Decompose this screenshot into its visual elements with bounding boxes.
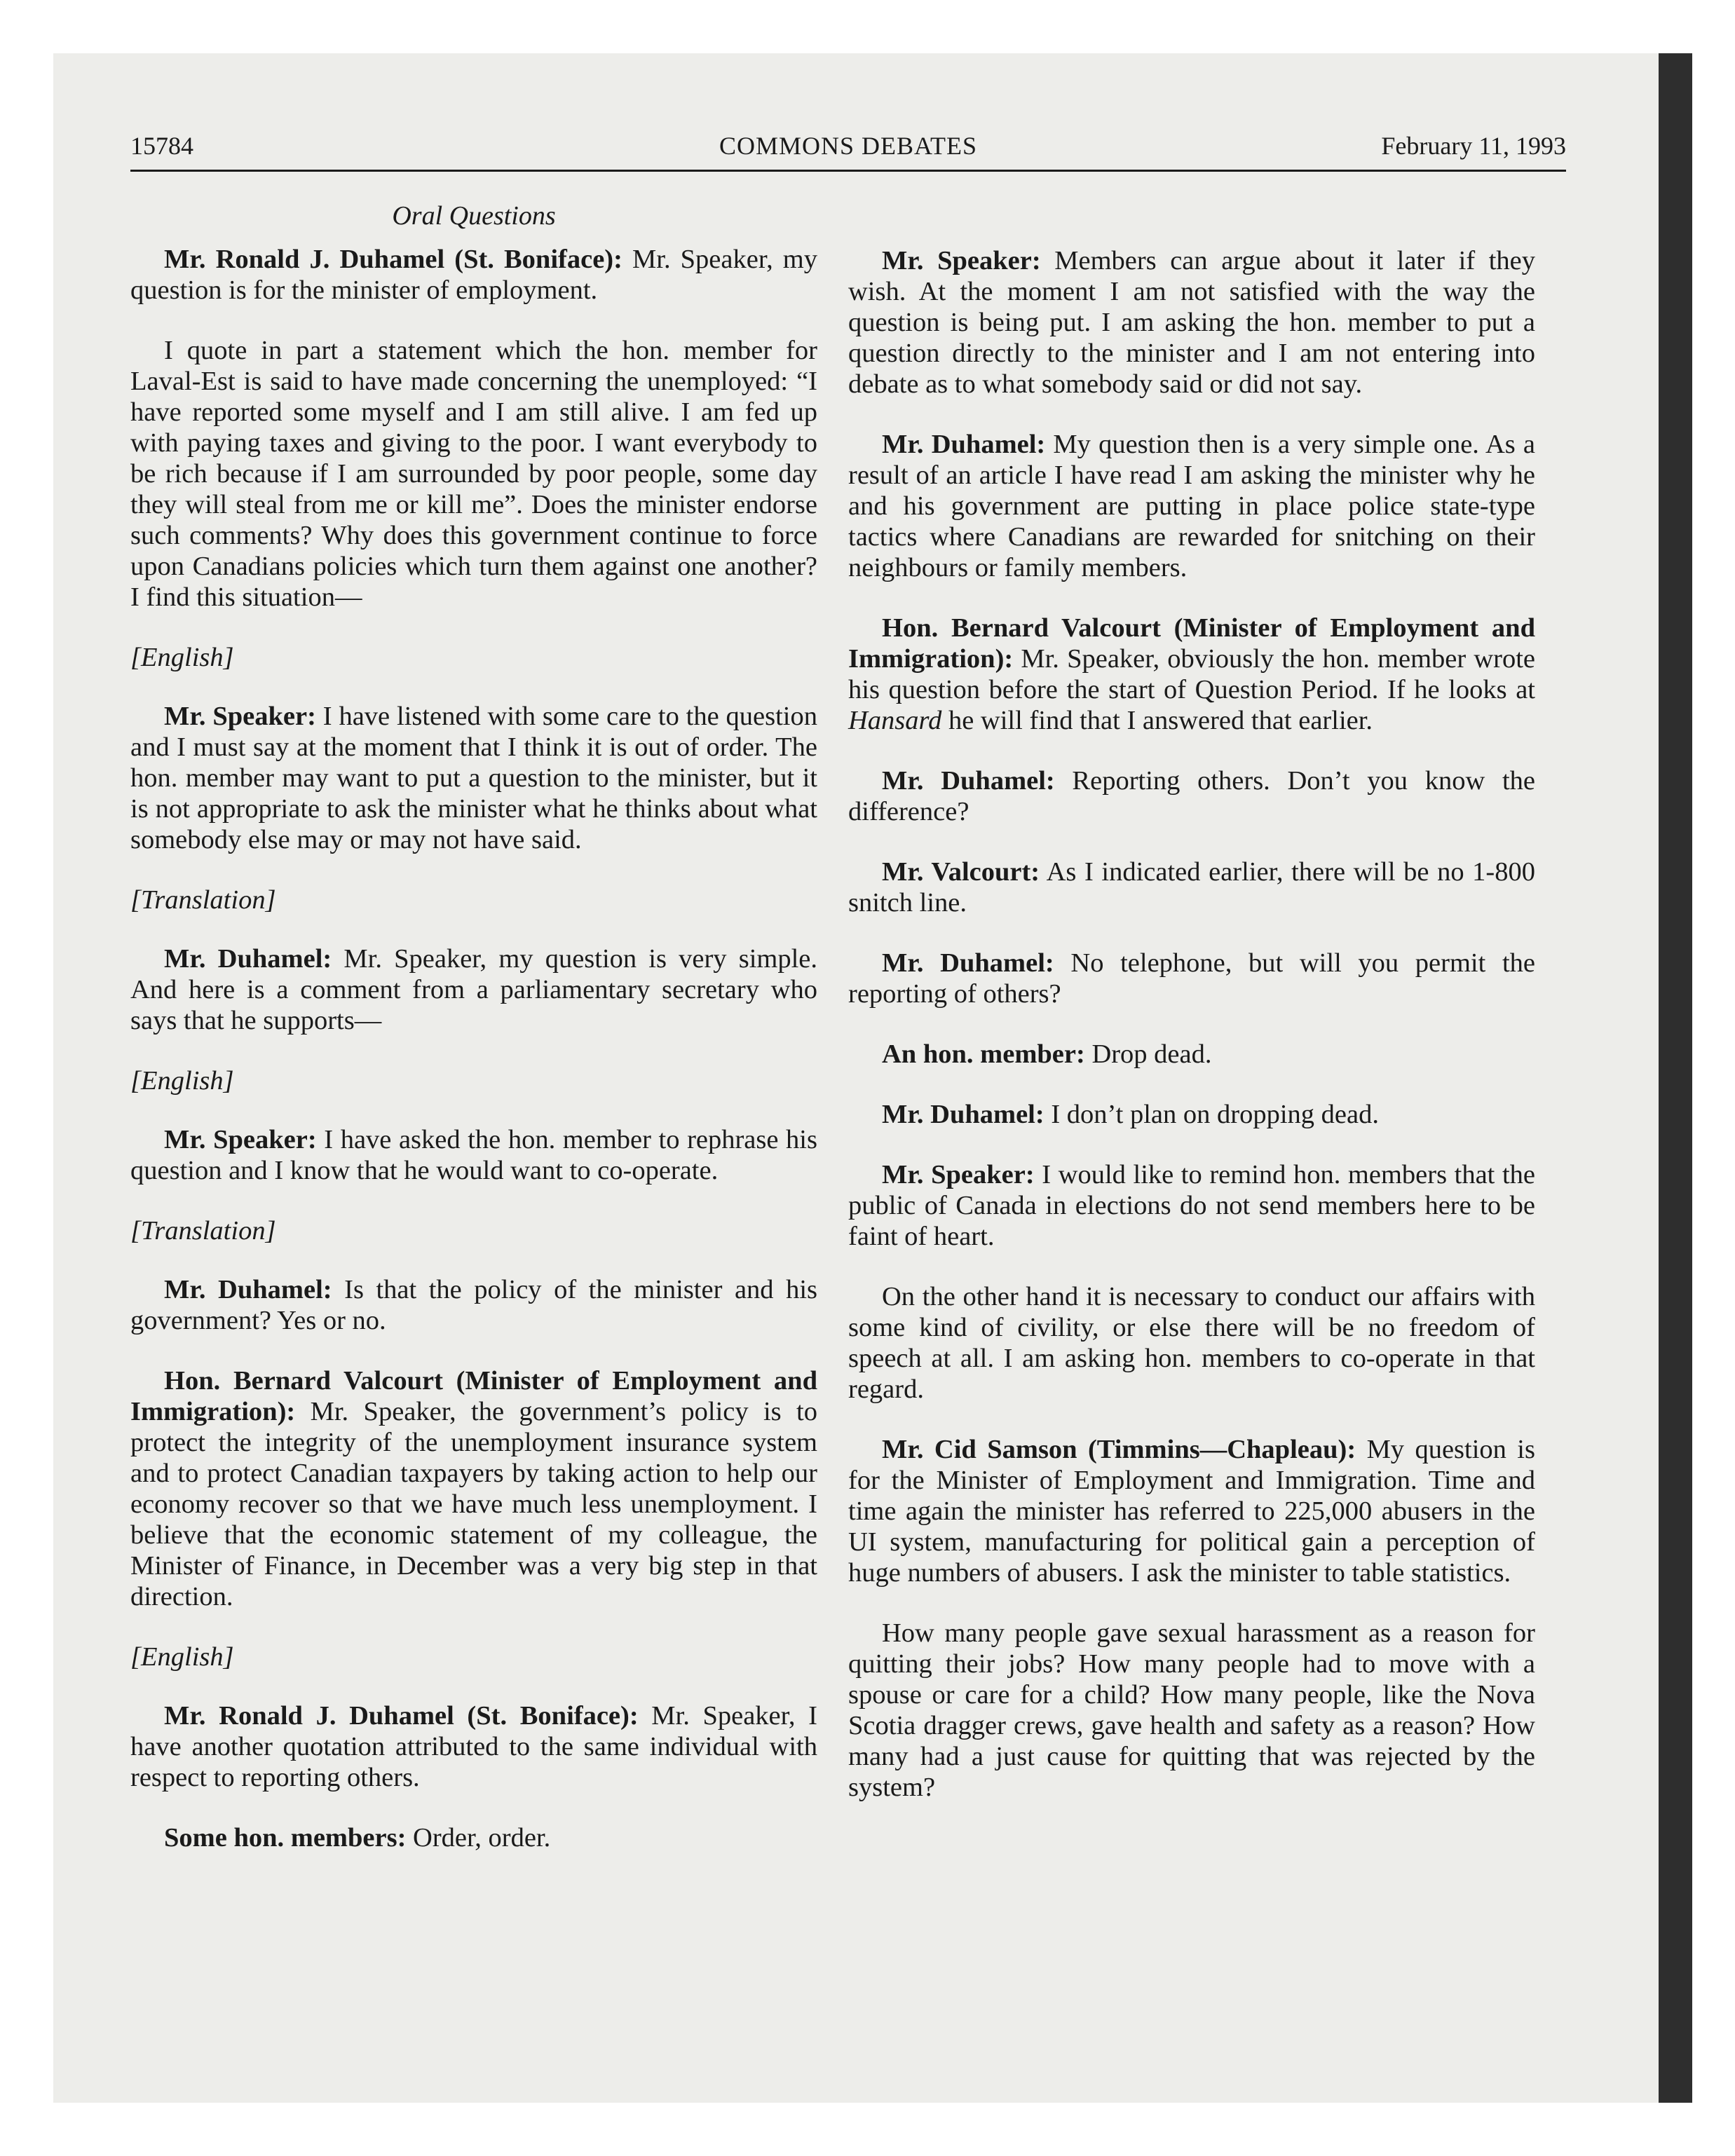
speech-paragraph [130, 1124, 817, 1186]
running-header [130, 126, 1566, 165]
speaker-name: Mr. Duhamel: [882, 948, 1054, 978]
sitting-date: February 11, 1993 [1381, 132, 1566, 160]
speech-text: I don’t plan on dropping dead. [1044, 1100, 1379, 1129]
speaker-name: Mr. Valcourt: [882, 857, 1040, 887]
speaker-name: Mr. Duhamel: [882, 766, 1055, 796]
speech-paragraph [130, 701, 817, 855]
speech-paragraph [130, 1822, 817, 1853]
speech-text: On the other hand it is necessary to conduct our affairs with some kind of civility, or else there will be no freedom of speech at all. I am asking hon. members to co-operate in that regard. [848, 1282, 1535, 1404]
language-tag: [Translation] [130, 885, 276, 915]
speech-text: As I indicated earlier, there will be no 1-800 snitch line. [848, 857, 1535, 917]
language-tag: [English] [130, 1642, 234, 1672]
right-column [848, 245, 1535, 1832]
speaker-name: Mr. Ronald J. Duhamel (St. Boniface): [164, 1701, 639, 1731]
hansard-reference: Hansard [848, 706, 942, 735]
scan-dark-edge [1659, 53, 1692, 2103]
speaker-name: Some hon. members: [164, 1823, 407, 1853]
language-tag: [English] [130, 643, 234, 672]
speech-text: Mr. Speaker, my question is for the minister of employment. [130, 245, 817, 305]
language-tag: [Translation] [130, 1216, 276, 1246]
speaker-name: Mr. Speaker: [882, 1160, 1035, 1189]
speech-paragraph [130, 1700, 817, 1793]
speech-text: How many people gave sexual harassment as a reason for quitting their jobs? How many people had to move with a spouse or care for a child? How many people, like the Nova Scotia dragger crews, gave health and safety as a reason? How many had a just cause for quitting that was rejected by the system? [848, 1618, 1535, 1802]
speaker-name: Hon. Bernard Valcourt (Minister of Employment and Immigration): [848, 613, 1535, 674]
speaker-name: Mr. Duhamel: [164, 944, 332, 974]
speech-text: Members can argue about it later if they wish. At the moment I am not satisfied with the way the question is being put. I am asking the hon. member to put a question directly to the minister and I am not entering into debate as to what somebody said or did not say. [848, 246, 1535, 399]
speech-paragraph [130, 943, 817, 1036]
speaker-name: Mr. Duhamel: [882, 1100, 1045, 1129]
document-page [130, 126, 1566, 2061]
speech-text: Order, order. [406, 1823, 551, 1853]
speech-paragraph [130, 1274, 817, 1336]
speech-text: I have asked the hon. member to rephrase his question and I know that he would want to co-operate. [130, 1125, 817, 1185]
speech-text: My question then is a very simple one. As a result of an article I have read I am asking the minister why he and his government are putting in place police state-type tactics where Canadians are rewarded for snitching on their neighbours or family members. [848, 430, 1535, 582]
speech-paragraph [848, 1281, 1535, 1405]
speech-paragraph [848, 765, 1535, 827]
speaker-name: Mr. Speaker: [164, 702, 316, 731]
speaker-name: Mr. Ronald J. Duhamel (St. Boniface): [164, 245, 622, 274]
speech-text: I would like to remind hon. members that the public of Canada in elections do not send members here to be faint of heart. [848, 1160, 1535, 1251]
page-number: 15784 [130, 132, 193, 160]
speech-paragraph [848, 1618, 1535, 1803]
speech-paragraph [848, 429, 1535, 583]
speech-paragraph [848, 857, 1535, 918]
speech-paragraph [130, 1365, 817, 1612]
speech-text: Is that the policy of the minister and his government? Yes or no. [130, 1275, 817, 1335]
speaker-name: An hon. member: [882, 1039, 1085, 1069]
section-heading: Oral Questions [392, 201, 556, 231]
speaker-name: Hon. Bernard Valcourt (Minister of Employment and Immigration): [130, 1366, 817, 1426]
speaker-name: Mr. Speaker: [882, 246, 1041, 275]
speech-text: Mr. Speaker, obviously the hon. member wrote his question before the start of Question Period. If he looks at [848, 644, 1535, 704]
speech-text: Mr. Speaker, I have another quotation attributed to the same individual with respect to reporting others. [130, 1701, 817, 1792]
speech-paragraph [130, 244, 817, 306]
speech-paragraph [848, 1159, 1535, 1252]
left-column [130, 244, 817, 1883]
speech-paragraph [848, 613, 1535, 736]
speech-text: I quote in part a statement which the hon. member for Laval-Est is said to have made concerning the unemployed: “I have reported some myself and I am still alive. I am fed up with paying taxes and giving to the poor. I want everybody to be rich because if I am surrounded by poor people, some day they will steal from me or kill me”. Does the minister endorse such comments? Why does this government continue to force upon Canadians policies which turn them against one another? I find this situation— [130, 336, 817, 612]
speaker-name: Mr. Duhamel: [164, 1275, 332, 1304]
speech-paragraph [848, 1434, 1535, 1588]
speech-text: Reporting others. Don’t you know the difference? [848, 766, 1535, 826]
language-tag: [English] [130, 1066, 234, 1096]
speech-text: I have listened with some care to the question and I must say at the moment that I think it is out of order. The hon. member may want to put a question to the minister, but it is not appropriate to ask the minister what he thinks about what somebody else may or may not have said. [130, 702, 817, 854]
speech-text: Mr. Speaker, my question is very simple. And here is a comment from a parliamentary secretary who says that he supports— [130, 944, 817, 1035]
speech-text: Drop dead. [1084, 1039, 1212, 1069]
speech-text: My question is for the Minister of Employment and Immigration. Time and time again the minister has referred to 225,000 abusers in the UI system, manufacturing for political gain a perception of huge numbers of abusers. I ask the minister to table statistics. [848, 1435, 1535, 1588]
speech-paragraph [848, 245, 1535, 400]
speech-paragraph [848, 1099, 1535, 1130]
speech-text: No telephone, but will you permit the reporting of others? [848, 948, 1535, 1009]
speech-text: he will find that I answered that earlier. [941, 706, 1373, 735]
speech-paragraph [848, 948, 1535, 1009]
speaker-name: Mr. Speaker: [164, 1125, 317, 1154]
speaker-name: Mr. Cid Samson (Timmins—Chapleau): [882, 1435, 1356, 1464]
header-rule [130, 170, 1566, 172]
speech-text: Mr. Speaker, the government’s policy is to protect the integrity of the unemployment insurance system and to protect Canadian taxpayers by taking action to help our economy recover so that we have much less unemployment. I believe that the economic statement of my colleague, the Minister of Finance, in December was a very big step in that direction. [130, 1397, 817, 1611]
speaker-name: Mr. Duhamel: [882, 430, 1046, 459]
publication-title: COMMONS DEBATES [719, 132, 978, 160]
speech-paragraph [130, 335, 817, 613]
speech-paragraph [848, 1039, 1535, 1070]
